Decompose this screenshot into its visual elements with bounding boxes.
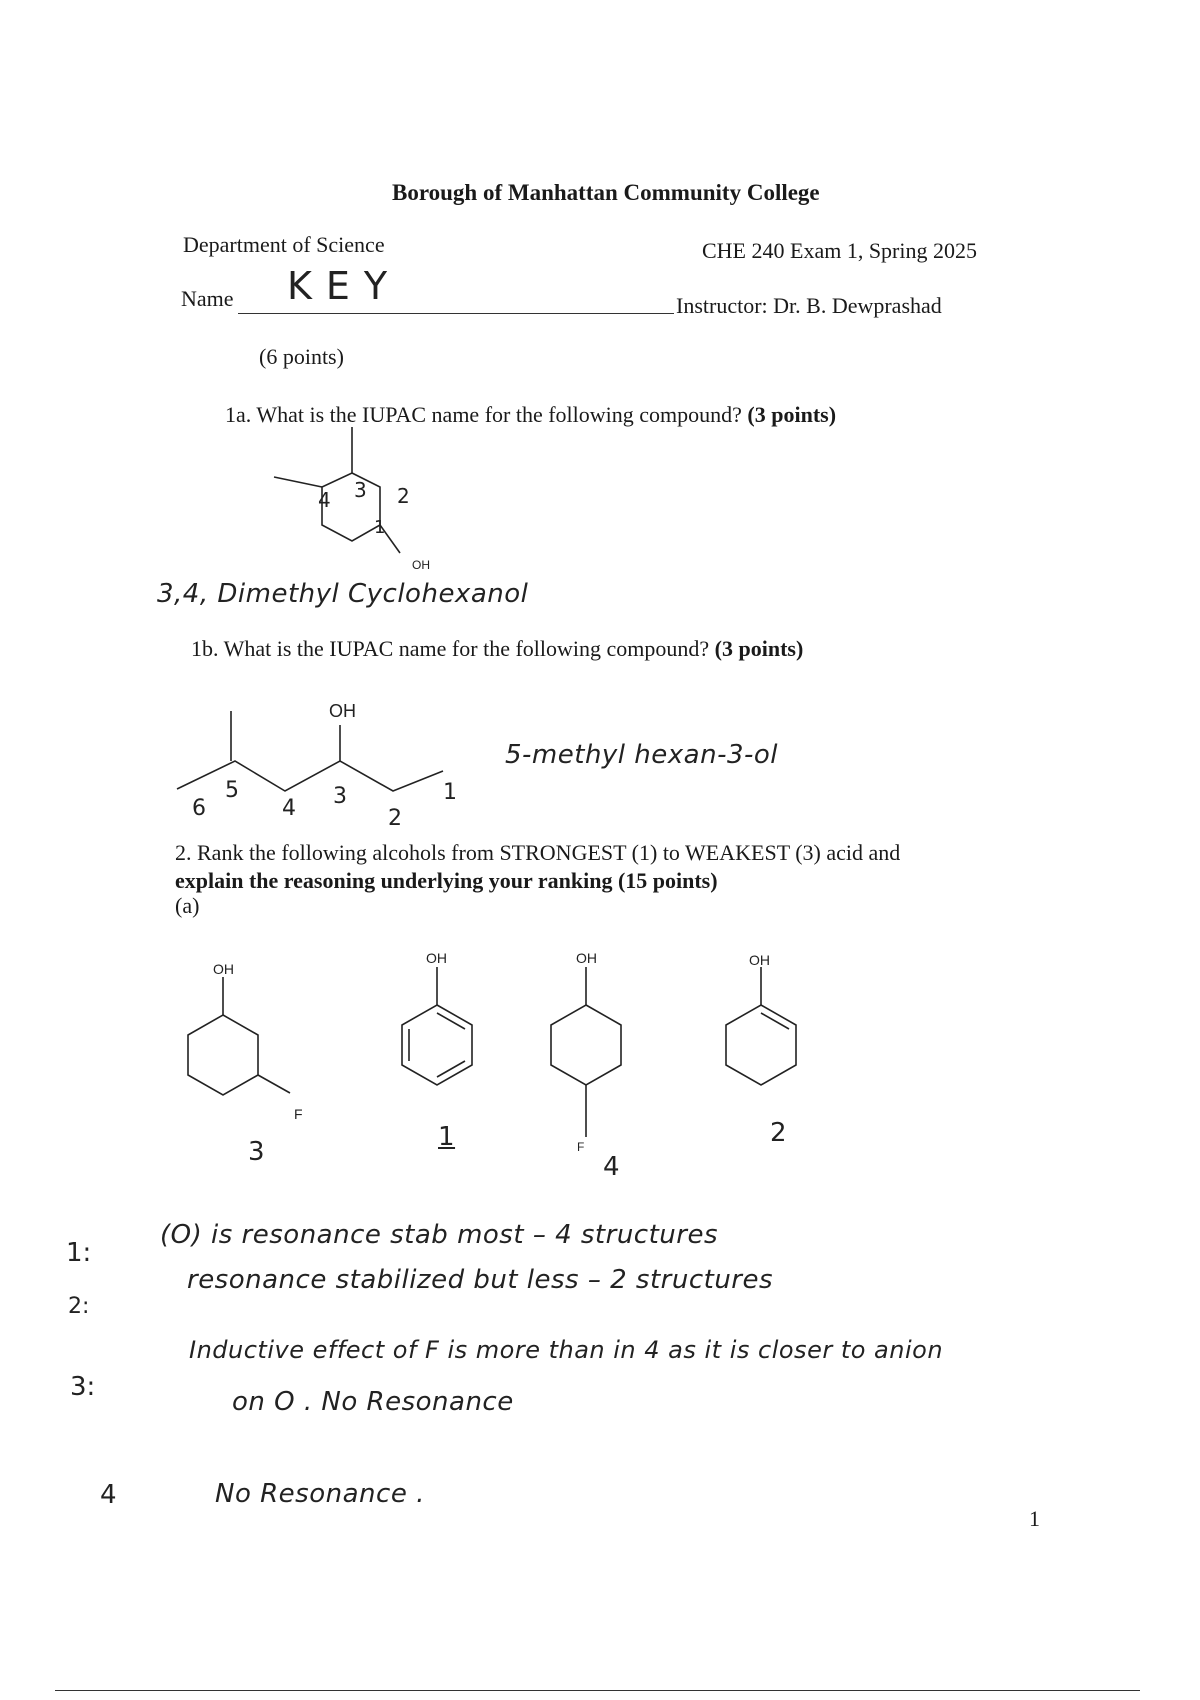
molecule-oh-label: OH [749,952,770,968]
molecule-phenol [380,965,500,1115]
q1b-chain-number: 3 [333,784,347,809]
molecule-rank: 1 [438,1122,456,1152]
question-2-part: (a) [175,893,200,918]
q1b-chain-number: 1 [443,780,457,805]
answer-number: 1: [66,1238,92,1268]
page-number: 1 [1029,1506,1040,1531]
molecule-rank: 2 [770,1118,788,1148]
q1a-oh-label: OH [412,558,430,572]
q1b-answer: 5-methyl hexan-3-ol [505,740,779,770]
answer-number: 3: [70,1372,96,1402]
answer-number: 4 [100,1480,117,1510]
molecule-4-fluorocyclohexanol [530,965,650,1175]
name-label: Name [181,286,234,311]
q1b-chain-number: 2 [388,806,402,831]
department-label: Department of Science [183,232,385,257]
q1b-structure [175,705,475,815]
answer-text: (O) is resonance stab most – 4 structures [160,1220,718,1250]
molecule-oh-label: OH [576,950,597,966]
instructor-label: Instructor: Dr. B. Dewprashad [676,293,942,318]
question-2-line2: explain the reasoning underlying your ranking (15 points) [175,868,718,893]
answer-text: resonance stabilized but less – 2 structures [187,1265,774,1295]
q1b-oh-label: OH [329,701,356,721]
q1a-structure [270,425,470,575]
q1b-chain-number: 6 [192,796,206,821]
question-1b-points: (3 points) [714,636,804,661]
question-1a-text: 1a. What is the IUPAC name for the following compound? [225,402,742,427]
molecule-cyclohexenol [704,965,824,1115]
molecule-oh-label: OH [213,961,234,977]
question-1b-text: 1b. What is the IUPAC name for the following compound? [191,636,710,661]
footer-rule [55,1690,1140,1691]
molecule-rank: 4 [603,1152,621,1182]
question-2-line1: 2. Rank the following alcohols from STRONGEST (1) to WEAKEST (3) acid and [175,840,901,865]
molecule-3-fluorocyclohexanol [165,975,305,1135]
answer-text: Inductive effect of F is more than in 4 as it is closer to anion [189,1336,944,1364]
molecule-f-label: F [577,1140,585,1154]
college-title: Borough of Manhattan Community College [392,180,820,205]
molecule-f-label: F [294,1106,303,1122]
name-value: KEY [287,264,402,308]
q1a-ring-number: 3 [354,478,367,502]
answer-text: No Resonance . [215,1479,425,1509]
name-line [238,313,674,314]
molecule-rank: 3 [248,1137,266,1167]
section-points: (6 points) [259,344,344,369]
q1b-chain-number: 4 [282,796,296,821]
q1a-ring-number: 1 [374,517,386,538]
molecule-oh-label: OH [426,950,447,966]
answer-number: 2: [68,1294,90,1319]
q1a-ring-number: 4 [318,488,331,512]
exam-title: CHE 240 Exam 1, Spring 2025 [702,238,977,263]
answer-text: on O . No Resonance [232,1387,514,1417]
q1a-answer: 3,4, Dimethyl Cyclohexanol [157,579,529,609]
question-1a-points: (3 points) [747,402,837,427]
q1a-ring-number: 2 [397,484,410,508]
q1b-chain-number: 5 [225,778,239,803]
question-1b [191,636,803,662]
